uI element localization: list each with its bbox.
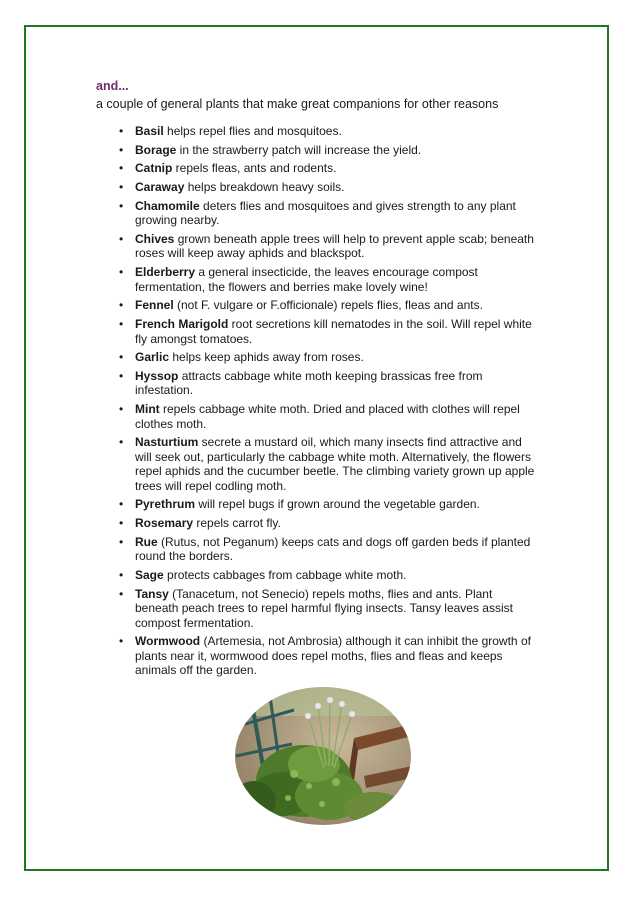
bullet-icon: •	[119, 586, 124, 601]
plant-description: attracts cabbage white moth keeping brassicas free from infestation.	[135, 368, 483, 398]
plant-description: helps breakdown heavy soils.	[184, 180, 345, 195]
plant-description: (Artemesia, not Ambrosia) although it can inhibit the growth of plants near it, wormwood does repel moths, flies and fleas and keeps animals off the garden.	[135, 634, 531, 678]
bullet-icon: •	[119, 402, 124, 417]
plant-list-item	[96, 317, 536, 346]
bullet-icon: •	[119, 298, 124, 313]
plant-list-item	[96, 265, 536, 294]
plant-description: protects cabbages from cabbage white moth.	[163, 568, 407, 582]
bullet-icon: •	[119, 161, 124, 176]
bullet-icon: •	[119, 634, 124, 649]
plant-list-item	[96, 497, 536, 512]
plant-description: grown beneath apple trees will help to prevent apple scab; beneath roses will keep away aphids and blackspot.	[135, 231, 534, 261]
plant-description: (Rutus, not Peganum) keeps cats and dogs off garden beds if planted round the borders.	[135, 534, 531, 564]
plant-description: deters flies and mosquitoes and gives strength to any plant growing nearby.	[135, 198, 516, 228]
plant-list-item	[96, 232, 536, 261]
plant-list-item	[96, 535, 536, 564]
plant-list-item	[96, 124, 536, 139]
plant-description: (not F. vulgare or F.officionale) repels flies, fleas and ants.	[173, 298, 483, 313]
plant-list-item	[96, 199, 536, 228]
plant-name: Catnip	[135, 161, 173, 176]
plant-list-item	[96, 298, 536, 313]
bullet-icon: •	[119, 568, 124, 582]
plant-name: Rue	[135, 534, 158, 549]
bullet-icon: •	[119, 231, 124, 246]
bullet-icon: •	[119, 265, 124, 280]
plant-name: Hyssop	[135, 368, 179, 383]
bullet-icon: •	[119, 142, 124, 157]
section-heading: and...	[96, 79, 129, 93]
bullet-icon: •	[119, 368, 124, 383]
plant-name: Tansy	[135, 586, 169, 601]
plant-name: Mint	[135, 402, 160, 417]
garden-bed-photo	[234, 686, 412, 826]
plant-description: secrete a mustard oil, which many insects find attractive and will seek out, particularly the cabbage white moth. Alternatively, the flowers repel aphids and the cucumber beetle. The climbing variety grown up apple trees will repel codling moth.	[135, 435, 535, 493]
plant-list-item	[96, 634, 536, 678]
plant-list-item	[96, 143, 536, 158]
bullet-icon: •	[119, 534, 124, 549]
plant-name: Fennel	[135, 298, 174, 313]
plant-name: Basil	[135, 124, 164, 138]
plant-list-item	[96, 402, 536, 431]
plant-name: Rosemary	[135, 516, 194, 531]
plant-list	[96, 124, 536, 678]
plant-description: repels fleas, ants and rodents.	[172, 161, 337, 176]
plant-name: Nasturtium	[135, 435, 199, 450]
plant-description: will repel bugs if grown around the vegetable garden.	[195, 497, 480, 512]
bullet-icon: •	[119, 180, 124, 195]
bullet-icon: •	[119, 497, 124, 512]
plant-name: Garlic	[135, 350, 170, 365]
plant-description: helps keep aphids away from roses.	[169, 350, 364, 365]
plant-name: Wormwood	[135, 634, 201, 649]
plant-name: Elderberry	[135, 265, 196, 280]
plant-description: repels carrot fly.	[193, 516, 281, 531]
plant-description: in the strawberry patch will increase the yield.	[176, 142, 422, 157]
bullet-icon: •	[119, 350, 124, 365]
plant-name: French Marigold	[135, 317, 229, 331]
plant-list-item	[96, 516, 536, 531]
bullet-icon: •	[119, 198, 124, 213]
plant-list-item	[96, 435, 536, 493]
plant-name: Pyrethrum	[135, 497, 196, 512]
plant-list-item	[96, 180, 536, 195]
plant-list-item	[96, 369, 536, 398]
plant-description: root secretions kill nematodes in the soil. Will repel white fly amongst tomatoes.	[135, 317, 532, 346]
bullet-icon: •	[119, 516, 124, 531]
plant-list-item	[96, 161, 536, 176]
plant-name: Sage	[135, 568, 164, 582]
plant-name: Caraway	[135, 180, 185, 195]
plant-description: helps repel flies and mosquitoes.	[163, 124, 342, 138]
plant-name: Chamomile	[135, 198, 200, 213]
plant-list-item	[96, 350, 536, 365]
bullet-icon: •	[119, 435, 124, 450]
plant-description: a general insecticide, the leaves encourage compost fermentation, the flowers and berries make lovely wine!	[135, 265, 478, 294]
intro-text: a couple of general plants that make great companions for other reasons	[96, 97, 499, 111]
plant-description: (Tanacetum, not Senecio) repels moths, flies and ants. Plant beneath peach trees to repel harmful flying insects. Tansy leaves assist compost fermentation.	[135, 586, 513, 630]
plant-list-item	[96, 568, 536, 583]
bullet-icon: •	[119, 124, 124, 138]
bullet-icon: •	[119, 317, 124, 331]
plant-description: repels cabbage white moth. Dried and placed with clothes will repel clothes moth.	[135, 402, 520, 431]
plant-name: Chives	[135, 231, 175, 246]
plant-list-item	[96, 587, 536, 631]
plant-name: Borage	[135, 142, 177, 157]
document-content	[96, 78, 536, 682]
